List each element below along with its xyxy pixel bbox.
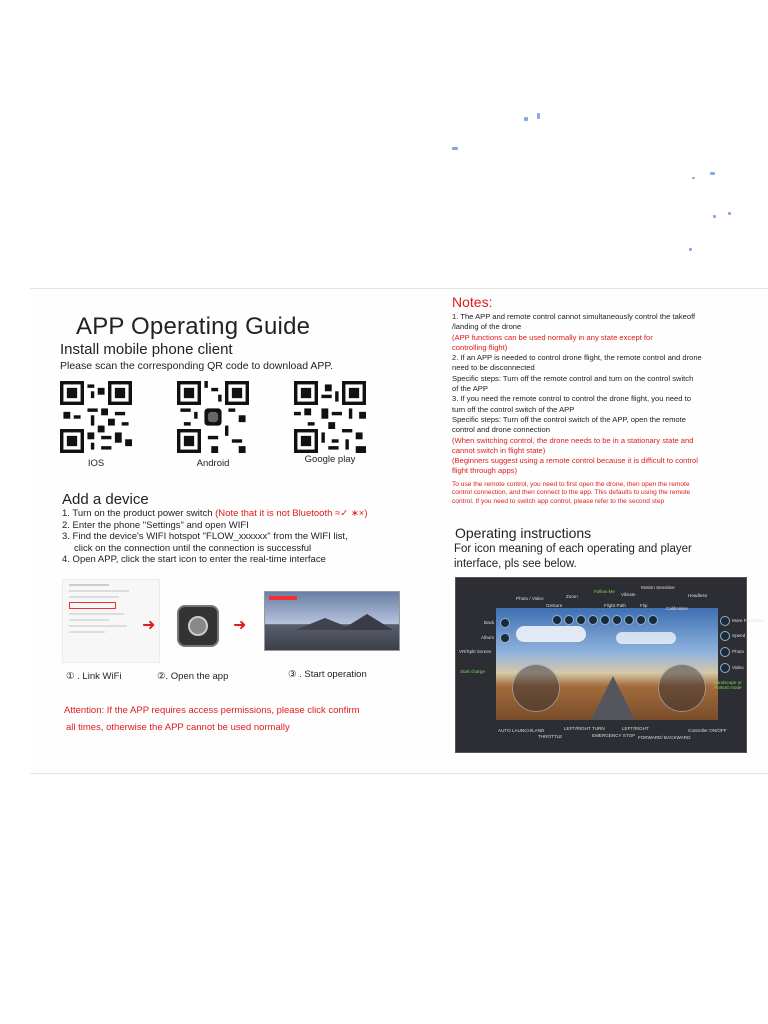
step-4: 4. Open APP, click the start icon to enter the real-time interface <box>62 554 326 565</box>
label-auto-launch: AUTO LAUNCH/LAND <box>498 728 545 733</box>
calibration-icon[interactable] <box>636 615 646 625</box>
step-3b: click on the connection until the connection is successful <box>74 542 312 554</box>
scan-speck <box>710 172 715 175</box>
label-forward-backward: FORWARD/ BACKWARD <box>638 735 691 740</box>
gesture-icon[interactable] <box>552 615 562 625</box>
label-start-charge: Start charge <box>460 669 486 674</box>
qr-label-android: Android <box>196 458 230 469</box>
label-calibration: Calibration <box>666 606 688 611</box>
flight-path-icon[interactable] <box>600 615 610 625</box>
app-icon <box>177 605 219 647</box>
install-heading: Install mobile phone client <box>60 341 233 358</box>
step-2: 2. Enter the phone "Settings" and open WIFI <box>62 519 249 531</box>
note-line: 2. If an APP is needed to control drone flight, the remote control and drone <box>452 353 702 363</box>
note-line: Specific steps: Turn off the control switch of the APP, open the remote <box>452 414 686 424</box>
more-functions-icon[interactable] <box>720 616 730 626</box>
arrow-right-icon: ➜ <box>142 617 156 634</box>
right-joystick[interactable] <box>658 664 706 712</box>
camera-icon[interactable] <box>720 647 730 657</box>
step-1-note-end: ) <box>364 508 368 519</box>
operating-sub-line: For icon meaning of each operating and player <box>454 543 692 555</box>
qr-label-google-play: Google play <box>304 454 356 465</box>
follow-me-icon[interactable] <box>576 615 586 625</box>
operating-heading: Operating instructions <box>455 525 592 541</box>
album-icon[interactable] <box>500 633 510 643</box>
step-1-note: (Note that it is not Bluetooth <box>215 508 336 519</box>
zoom-icon[interactable] <box>564 615 574 625</box>
add-device-steps <box>62 508 432 566</box>
label-back: Back <box>484 620 495 625</box>
label-landscape-portrait: Landscape or Portrait mode <box>714 680 742 690</box>
video-icon[interactable] <box>720 663 730 673</box>
headless-icon[interactable] <box>648 615 658 625</box>
install-instruction: Please scan the corresponding QR code to download APP. <box>60 360 333 372</box>
label-throttle: THROTTLE <box>538 734 563 739</box>
note-line: need to be disconnected <box>452 363 535 373</box>
scan-speck <box>689 248 692 251</box>
label-photo-video: Photo / Video <box>516 596 544 601</box>
page-title: APP Operating Guide <box>76 313 311 340</box>
scan-speck <box>713 215 716 218</box>
note-line: (Beginners suggest using a remote control because it is difficult to control <box>452 456 698 466</box>
label-flip: Flip <box>640 603 648 608</box>
notes-heading: Notes: <box>452 294 493 310</box>
note-line: Specific steps: Turn off the remote control and turn on the control switch <box>452 373 694 383</box>
label-left-right-turn: LEFT/RIGHT TURN <box>564 726 605 731</box>
label-zoom: Zoom <box>566 594 578 599</box>
back-icon[interactable] <box>500 618 510 628</box>
caption-open-app: ②. Open the app <box>157 671 229 682</box>
note-line: flight through apps) <box>452 466 518 476</box>
note-fine-line: To use the remote control, you need to first open the drone, then open the remote <box>452 480 690 488</box>
motion-sensitive-icon[interactable] <box>624 615 634 625</box>
wifi-icon: ≈✓ ∗× <box>335 508 365 519</box>
qr-label-ios: IOS <box>87 458 105 469</box>
note-line: cannot switch in flight state) <box>452 445 546 455</box>
operating-sub-line: interface, pls see below. <box>454 558 577 570</box>
add-device-heading: Add a device <box>62 491 149 508</box>
scan-speck <box>524 117 528 121</box>
label-speed: Speed <box>732 633 746 638</box>
label-album: Album <box>481 635 495 640</box>
step-3a: 3. Find the device's WIFI hotspot "FLOW_xxxxxx" from the WIFI list, <box>62 531 348 542</box>
qr-code-ios[interactable] <box>60 381 132 453</box>
caption-start-operation: ③ . Start operation <box>288 669 367 680</box>
app-interface-diagram <box>455 577 764 753</box>
scan-speck <box>728 212 731 215</box>
label-photo: Photo <box>732 649 745 654</box>
note-line: (When switching control, the drone needs to be in a stationary state and <box>452 435 694 445</box>
label-headless: Headless <box>688 593 708 598</box>
note-line: turn off the control switch of the APP <box>452 404 575 414</box>
label-emergency-stop: EMERGENCY STOP <box>592 733 636 738</box>
label-video: Video <box>732 665 744 670</box>
label-split-screen: VR/Split Screen <box>459 649 492 654</box>
scan-speck <box>537 113 540 119</box>
operating-subtitle <box>454 542 692 572</box>
guide-sheet <box>30 288 768 774</box>
speed-icon[interactable] <box>720 631 730 641</box>
live-view-screenshot <box>264 591 400 651</box>
attention-line-1: Attention: If the APP requires access permissions, please click confirm <box>64 705 360 716</box>
qr-code-android[interactable] <box>177 381 249 453</box>
note-line: /landing of the drone <box>452 322 522 332</box>
qr-code-google-play[interactable] <box>294 381 366 453</box>
scan-speck <box>452 147 458 150</box>
note-fine-line: control connection, and then connect to the app. This defaults to using the remote <box>452 489 691 497</box>
camera-view <box>496 608 718 720</box>
note-fine-line: control. If you need to switch app control, please refer to the second step <box>452 497 665 505</box>
note-line: controlling flight) <box>452 342 508 352</box>
note-line: 1. The APP and remote control cannot simultaneously control the takeoff <box>452 312 696 321</box>
note-line: of the APP <box>452 384 488 394</box>
attention-line-2: all times, otherwise the APP cannot be used normally <box>66 722 290 733</box>
caption-link-wifi: ① . Link WiFi <box>66 671 122 682</box>
note-line: 3. If you need the remote control to control the drone flight, you need to <box>452 394 691 404</box>
label-controller: Controller ON/OFF <box>688 728 727 733</box>
label-left-right: LEFT/RIGHT <box>622 726 649 731</box>
note-line: control and drone connection <box>452 425 550 435</box>
left-joystick[interactable] <box>512 664 560 712</box>
label-gesture: Gesture <box>546 603 563 608</box>
flip-icon[interactable] <box>612 615 622 625</box>
notes-body <box>452 312 762 507</box>
label-more-functions: More Functions <box>732 618 764 623</box>
label-follow-me: Follow Me <box>594 589 615 594</box>
scan-speck <box>692 177 695 179</box>
label-flight-path: Flight Path <box>604 603 626 608</box>
vibrate-icon[interactable] <box>588 615 598 625</box>
note-line: (APP functions can be used normally in any state except for <box>452 332 653 342</box>
label-vibrate: Vibrate <box>621 592 636 597</box>
label-motion-sensitive: Motion Sensitive <box>641 585 675 590</box>
step-1: 1. Turn on the product power switch <box>62 508 216 519</box>
arrow-right-icon: ➜ <box>233 617 247 634</box>
